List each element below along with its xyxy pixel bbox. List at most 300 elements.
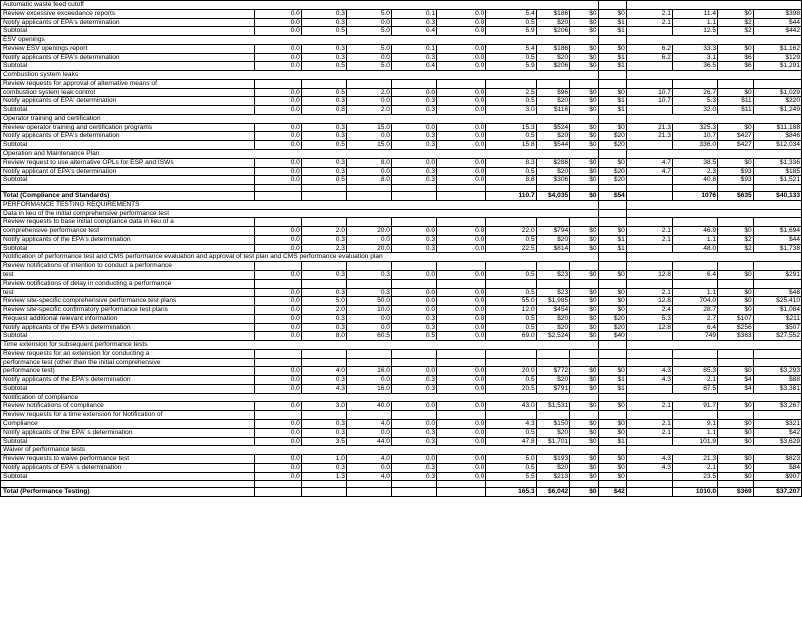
- blank-cell: [254, 481, 301, 488]
- value-cell: 0.0: [437, 123, 486, 132]
- value-cell: 0.0: [254, 44, 301, 53]
- value-cell: $524: [536, 123, 570, 132]
- subtotal-label: Subtotal: [1, 244, 255, 253]
- value-cell: [570, 79, 598, 88]
- value-cell: 0.8: [301, 106, 346, 115]
- value-cell: 0.0: [437, 18, 486, 27]
- empty-cell: [626, 150, 801, 159]
- value-cell: $1: [598, 62, 626, 71]
- value-cell: 0.0: [254, 167, 301, 176]
- value-cell: 69.0: [486, 332, 536, 341]
- value-cell: 165.3: [486, 488, 536, 497]
- value-cell: [346, 279, 391, 288]
- subtotal-label: Subtotal: [1, 141, 255, 150]
- value-cell: $3,293: [753, 367, 801, 376]
- value-cell: 8.0: [346, 176, 391, 185]
- value-cell: 85.3: [672, 367, 717, 376]
- activity-row: [1, 376, 802, 385]
- value-cell: $129: [753, 53, 801, 62]
- value-cell: $0: [570, 472, 598, 481]
- value-cell: [626, 262, 672, 271]
- value-cell: 4.0: [346, 419, 391, 428]
- value-cell: 0.0: [254, 306, 301, 315]
- value-cell: 0.0: [254, 332, 301, 341]
- value-cell: 0.0: [254, 428, 301, 437]
- value-cell: 1010.0: [672, 488, 717, 497]
- blank-cell: [753, 185, 801, 192]
- value-cell: 0.3: [391, 384, 436, 393]
- activity-label: Notify applicants of EPA's determination: [1, 53, 255, 62]
- value-cell: $1: [598, 106, 626, 115]
- value-cell: $54: [598, 192, 626, 201]
- value-cell: [301, 349, 346, 358]
- value-cell: 4.3: [626, 367, 672, 376]
- subtotal-row: [1, 62, 802, 71]
- value-cell: 0.0: [254, 18, 301, 27]
- value-cell: 0.3: [301, 428, 346, 437]
- value-cell: 2.1: [626, 227, 672, 236]
- value-cell: $369: [718, 488, 754, 497]
- value-cell: 0.0: [437, 288, 486, 297]
- value-cell: 28.7: [672, 306, 717, 315]
- value-cell: [536, 279, 570, 288]
- value-cell: [437, 488, 486, 497]
- empty-cell: [626, 209, 801, 218]
- value-cell: 0.0: [437, 463, 486, 472]
- activity-label: Notify applicants of EPA' s determination: [1, 463, 255, 472]
- activity-row: [1, 123, 802, 132]
- blank-cell: [598, 185, 626, 192]
- value-cell: $1,029: [753, 88, 801, 97]
- empty-cell: [598, 200, 626, 209]
- value-cell: 3.1: [672, 53, 717, 62]
- value-cell: 0.0: [254, 158, 301, 167]
- empty-cell: [598, 209, 626, 218]
- value-cell: [346, 358, 391, 367]
- activity-row: [1, 323, 802, 332]
- blank-cell: [346, 185, 391, 192]
- value-cell: $42: [753, 428, 801, 437]
- value-cell: $11: [718, 97, 754, 106]
- value-cell: [437, 349, 486, 358]
- empty-cell: [598, 253, 626, 262]
- value-cell: 12.8: [626, 270, 672, 279]
- category-label: Notification of compliance: [1, 393, 599, 402]
- value-cell: [536, 411, 570, 420]
- value-cell: $0: [598, 44, 626, 53]
- value-cell: [301, 411, 346, 420]
- value-cell: $44: [753, 18, 801, 27]
- value-cell: [626, 244, 672, 253]
- value-cell: [718, 411, 754, 420]
- value-cell: 3.0: [301, 402, 346, 411]
- value-cell: 8.8: [486, 176, 536, 185]
- value-cell: 0.0: [254, 288, 301, 297]
- value-cell: 0.4: [391, 62, 436, 71]
- value-cell: 43.0: [486, 402, 536, 411]
- value-cell: $6,042: [536, 488, 570, 497]
- empty-cell: [598, 393, 626, 402]
- value-cell: $256: [718, 323, 754, 332]
- value-cell: $37,207: [753, 488, 801, 497]
- value-cell: 2.3: [301, 244, 346, 253]
- value-cell: 0.3: [391, 472, 436, 481]
- value-cell: 15.3: [486, 123, 536, 132]
- value-cell: 0.3: [301, 9, 346, 18]
- value-cell: 0.5: [301, 176, 346, 185]
- value-cell: $20: [598, 176, 626, 185]
- value-cell: $0: [598, 123, 626, 132]
- value-cell: 2.0: [301, 306, 346, 315]
- value-cell: $0: [718, 158, 754, 167]
- value-cell: $116: [536, 106, 570, 115]
- value-cell: $0: [570, 132, 598, 141]
- activity-label: Review operator training and certification programs: [1, 123, 255, 132]
- value-cell: 0.0: [254, 437, 301, 446]
- value-cell: 12.0: [486, 306, 536, 315]
- value-cell: 0.0: [254, 132, 301, 141]
- value-cell: [254, 488, 301, 497]
- value-cell: 40.0: [346, 402, 391, 411]
- blank-cell: [437, 185, 486, 192]
- value-cell: 12.8: [626, 323, 672, 332]
- value-cell: 0.0: [391, 88, 436, 97]
- value-cell: 0.5: [301, 27, 346, 36]
- value-cell: $20: [598, 314, 626, 323]
- value-cell: 0.0: [254, 376, 301, 385]
- value-cell: $25,410: [753, 297, 801, 306]
- value-cell: $0: [570, 27, 598, 36]
- blank-row: [1, 185, 802, 192]
- value-cell: 0.5: [301, 62, 346, 71]
- value-cell: $427: [718, 141, 754, 150]
- value-cell: [391, 358, 436, 367]
- empty-cell: [598, 36, 626, 45]
- value-cell: [626, 176, 672, 185]
- value-cell: 0.0: [254, 463, 301, 472]
- value-cell: $20: [598, 141, 626, 150]
- value-cell: [753, 349, 801, 358]
- value-cell: 0.0: [254, 323, 301, 332]
- value-cell: 0.0: [437, 419, 486, 428]
- value-cell: $2,524: [536, 332, 570, 341]
- activity-row: [1, 306, 802, 315]
- value-cell: $0: [718, 455, 754, 464]
- value-cell: 0.0: [437, 27, 486, 36]
- value-cell: 0.5: [486, 288, 536, 297]
- value-cell: 2.3: [672, 167, 717, 176]
- value-cell: [391, 488, 436, 497]
- value-cell: 4.3: [626, 376, 672, 385]
- value-cell: $193: [536, 455, 570, 464]
- subtotal-row: [1, 472, 802, 481]
- value-cell: $1,985: [536, 297, 570, 306]
- value-cell: 91.7: [672, 402, 717, 411]
- value-cell: 2.4: [626, 306, 672, 315]
- value-cell: 36.5: [672, 62, 717, 71]
- category-row: [1, 253, 802, 262]
- activity-row: [1, 262, 802, 271]
- value-cell: $814: [536, 244, 570, 253]
- value-cell: 2.1: [626, 18, 672, 27]
- value-cell: [626, 62, 672, 71]
- category-row: [1, 114, 802, 123]
- value-cell: $0: [570, 62, 598, 71]
- value-cell: $40: [598, 332, 626, 341]
- blank-cell: [486, 185, 536, 192]
- value-cell: $772: [536, 367, 570, 376]
- value-cell: $544: [536, 141, 570, 150]
- value-cell: $0: [718, 88, 754, 97]
- value-cell: [346, 349, 391, 358]
- value-cell: $6: [718, 53, 754, 62]
- value-cell: $0: [718, 270, 754, 279]
- value-cell: 0.0: [391, 227, 436, 236]
- value-cell: $1,291: [753, 62, 801, 71]
- activity-label: comprehensive performance test: [1, 227, 255, 236]
- activity-label: Notify applicants of the EPA' s determination: [1, 428, 255, 437]
- value-cell: 0.0: [391, 367, 436, 376]
- value-cell: $0: [570, 158, 598, 167]
- value-cell: 55.0: [486, 297, 536, 306]
- activity-row: [1, 358, 802, 367]
- value-cell: [437, 358, 486, 367]
- activity-label: test: [1, 270, 255, 279]
- value-cell: 50.0: [346, 297, 391, 306]
- activity-label: performance test (other than the initial comprehensive: [1, 358, 255, 367]
- value-cell: [718, 79, 754, 88]
- value-cell: 0.0: [437, 384, 486, 393]
- value-cell: 8.3: [486, 158, 536, 167]
- value-cell: 8.0: [346, 158, 391, 167]
- value-cell: 1.0: [301, 455, 346, 464]
- value-cell: $220: [753, 97, 801, 106]
- value-cell: $4,035: [536, 192, 570, 201]
- value-cell: 0.0: [254, 97, 301, 106]
- value-cell: 60.5: [346, 332, 391, 341]
- value-cell: 87.5: [672, 384, 717, 393]
- value-cell: 5.9: [486, 27, 536, 36]
- value-cell: 0.0: [437, 402, 486, 411]
- value-cell: [598, 79, 626, 88]
- value-cell: 10.7: [672, 132, 717, 141]
- value-cell: 23.5: [672, 472, 717, 481]
- value-cell: 0.0: [437, 306, 486, 315]
- activity-row: [1, 463, 802, 472]
- value-cell: 1.3: [301, 472, 346, 481]
- section-header-row: [1, 200, 802, 209]
- empty-cell: [626, 1, 801, 10]
- value-cell: 22.0: [486, 227, 536, 236]
- value-cell: $846: [753, 132, 801, 141]
- value-cell: 0.3: [391, 176, 436, 185]
- subtotal-label: Subtotal: [1, 384, 255, 393]
- value-cell: 12.5: [672, 27, 717, 36]
- value-cell: 0.0: [346, 97, 391, 106]
- value-cell: $0: [570, 176, 598, 185]
- value-cell: $0: [570, 44, 598, 53]
- value-cell: 0.0: [437, 428, 486, 437]
- activity-row: [1, 88, 802, 97]
- value-cell: 0.0: [254, 367, 301, 376]
- value-cell: 0.3: [301, 323, 346, 332]
- category-label: Automatic waste feed cutoff: [1, 1, 599, 10]
- value-cell: 0.0: [437, 97, 486, 106]
- subtotal-row: [1, 27, 802, 36]
- value-cell: 0.0: [254, 141, 301, 150]
- value-cell: $1,336: [753, 158, 801, 167]
- value-cell: [753, 262, 801, 271]
- value-cell: $0: [718, 437, 754, 446]
- activity-label: Review site-specific comprehensive performance test plans: [1, 297, 255, 306]
- value-cell: 10.0: [346, 306, 391, 315]
- blank-cell: [437, 481, 486, 488]
- value-cell: 0.0: [254, 235, 301, 244]
- value-cell: 6.4: [672, 323, 717, 332]
- value-cell: 2.1: [626, 419, 672, 428]
- activity-row: [1, 227, 802, 236]
- value-cell: 0.0: [391, 158, 436, 167]
- value-cell: 0.0: [346, 463, 391, 472]
- value-cell: $1,162: [753, 44, 801, 53]
- subtotal-label: Subtotal: [1, 176, 255, 185]
- table-body: [1, 1, 802, 497]
- value-cell: 0.5: [486, 428, 536, 437]
- value-cell: 0.3: [391, 244, 436, 253]
- value-cell: 0.3: [391, 132, 436, 141]
- value-cell: 0.5: [486, 97, 536, 106]
- value-cell: 0.0: [437, 244, 486, 253]
- value-cell: $1,738: [753, 244, 801, 253]
- value-cell: 0.0: [437, 376, 486, 385]
- empty-cell: [626, 200, 801, 209]
- value-cell: $0: [598, 472, 626, 481]
- value-cell: 704.0: [672, 297, 717, 306]
- value-cell: $27,552: [753, 332, 801, 341]
- blank-cell: [598, 481, 626, 488]
- value-cell: 0.3: [391, 141, 436, 150]
- value-cell: 325.3: [672, 123, 717, 132]
- value-cell: [598, 262, 626, 271]
- value-cell: 0.0: [437, 158, 486, 167]
- value-cell: [598, 279, 626, 288]
- value-cell: $1,694: [753, 227, 801, 236]
- value-cell: 0.0: [346, 314, 391, 323]
- activity-label: Notify applicant of EPA's determination: [1, 167, 255, 176]
- value-cell: 46.9: [672, 227, 717, 236]
- value-cell: $454: [536, 306, 570, 315]
- value-cell: [391, 218, 436, 227]
- value-cell: [301, 79, 346, 88]
- value-cell: [570, 218, 598, 227]
- value-cell: [626, 279, 672, 288]
- value-cell: [626, 384, 672, 393]
- blank-cell: [301, 185, 346, 192]
- category-label: Waiver of performance tests: [1, 446, 599, 455]
- activity-row: [1, 428, 802, 437]
- value-cell: $20: [536, 167, 570, 176]
- activity-row: [1, 411, 802, 420]
- value-cell: $0: [570, 141, 598, 150]
- value-cell: [346, 218, 391, 227]
- value-cell: [626, 349, 672, 358]
- value-cell: $0: [570, 437, 598, 446]
- value-cell: [346, 488, 391, 497]
- value-cell: $0: [718, 44, 754, 53]
- value-cell: [391, 262, 436, 271]
- value-cell: [672, 279, 717, 288]
- subtotal-label: Subtotal: [1, 472, 255, 481]
- value-cell: [391, 349, 436, 358]
- value-cell: [437, 192, 486, 201]
- value-cell: 0.5: [301, 141, 346, 150]
- value-cell: $150: [536, 419, 570, 428]
- value-cell: $0: [598, 419, 626, 428]
- value-cell: 1.1: [672, 288, 717, 297]
- value-cell: [718, 279, 754, 288]
- subtotal-row: [1, 176, 802, 185]
- value-cell: $0: [598, 227, 626, 236]
- value-cell: 0.0: [254, 53, 301, 62]
- value-cell: $1: [598, 244, 626, 253]
- value-cell: 0.0: [346, 376, 391, 385]
- value-cell: $0: [718, 367, 754, 376]
- activity-label: Notify applicants of the EPA's determination: [1, 323, 255, 332]
- blank-cell: [672, 185, 717, 192]
- value-cell: $107: [718, 314, 754, 323]
- value-cell: 20.0: [346, 244, 391, 253]
- value-cell: $507: [753, 323, 801, 332]
- category-row: [1, 446, 802, 455]
- activity-label: Compliance: [1, 419, 255, 428]
- subtotal-row: [1, 244, 802, 253]
- value-cell: 0.3: [346, 270, 391, 279]
- value-cell: [346, 262, 391, 271]
- value-cell: $0: [570, 192, 598, 201]
- value-cell: 0.0: [346, 53, 391, 62]
- category-row: [1, 71, 802, 80]
- value-cell: $0: [598, 297, 626, 306]
- value-cell: $0: [570, 227, 598, 236]
- value-cell: 20.5: [486, 384, 536, 393]
- value-cell: $823: [753, 455, 801, 464]
- value-cell: 5.0: [346, 9, 391, 18]
- empty-cell: [598, 71, 626, 80]
- value-cell: 0.3: [301, 132, 346, 141]
- activity-row: [1, 367, 802, 376]
- empty-cell: [626, 341, 801, 350]
- value-cell: 2.0: [346, 106, 391, 115]
- value-cell: $2: [718, 27, 754, 36]
- category-row: [1, 341, 802, 350]
- activity-label: Notify applicants of EPA's determination: [1, 18, 255, 27]
- value-cell: $0: [570, 123, 598, 132]
- value-cell: $185: [753, 167, 801, 176]
- value-cell: 0.0: [254, 88, 301, 97]
- category-label: ESV openings: [1, 36, 599, 45]
- value-cell: $93: [718, 176, 754, 185]
- empty-cell: [626, 446, 801, 455]
- value-cell: [626, 332, 672, 341]
- value-cell: $20: [536, 97, 570, 106]
- value-cell: $1: [598, 18, 626, 27]
- value-cell: 0.0: [254, 270, 301, 279]
- value-cell: 1.1: [672, 428, 717, 437]
- activity-row: [1, 158, 802, 167]
- value-cell: $88: [753, 376, 801, 385]
- activity-label: Review requests to base initial compliance data in lieu of a: [1, 218, 255, 227]
- value-cell: $96: [536, 88, 570, 97]
